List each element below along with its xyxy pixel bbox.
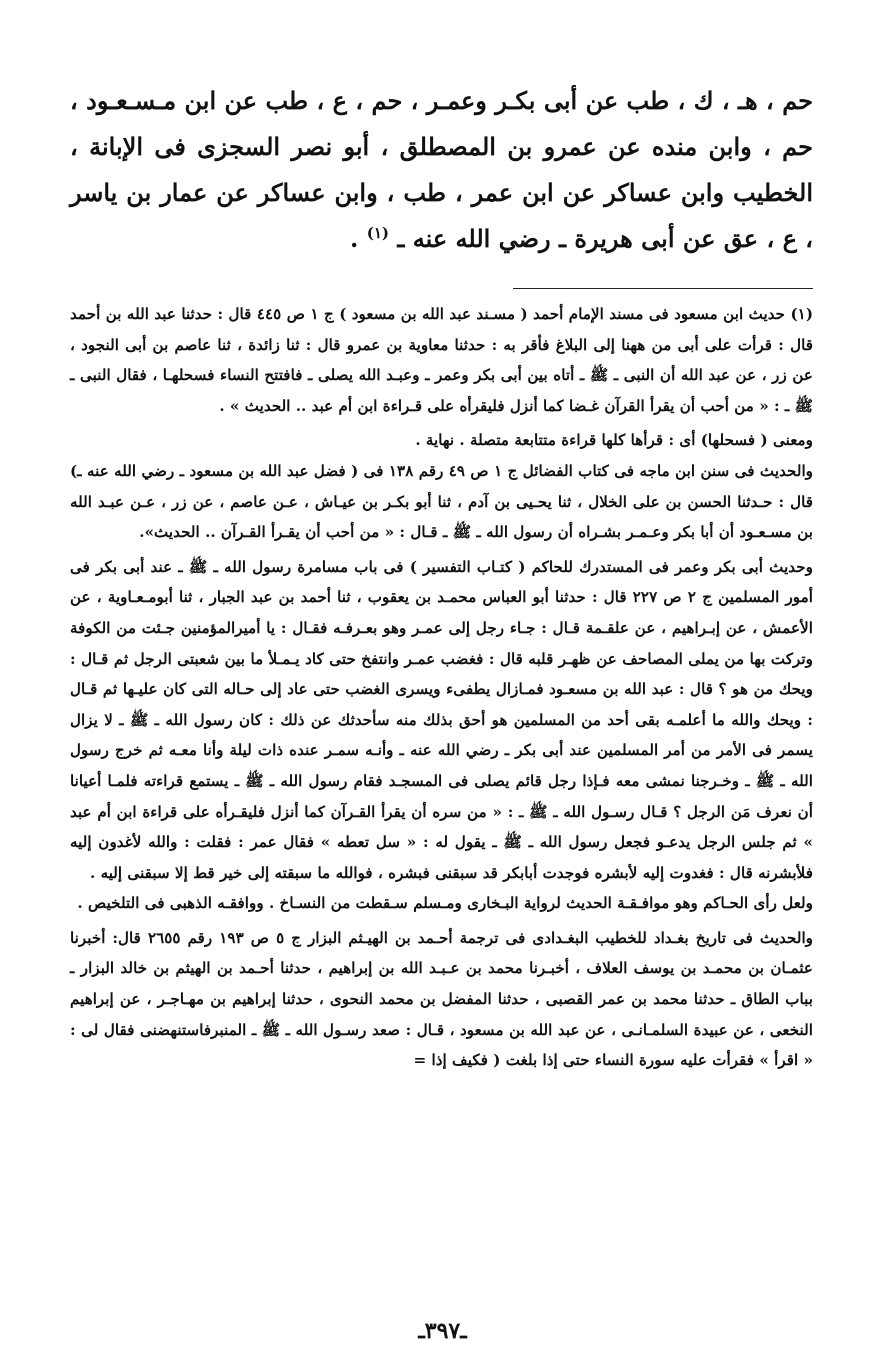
main-text: حم ، هـ ، ك ، طب عن أبى بكـر وعمـر ، حم ، ع ، طب عن ابن مـسـعـود ، حم ، وابن منده عن عمرو بن المصطلق ، أبو نصر السجزى فى الإبانة ، الخطيب وابن عساكر عن ابن عمر ، طب ، وابن عساكر عن عمار بن ياسر ، ع ، عق عن أبى هريرة ـ رضي الله عنه ـ xyxy=(70,86,813,253)
footnote-paragraph: ومعنى ( فسحلها) أى : قرأها كلها قراءة متتابعة متصلة . نهاية . xyxy=(415,431,813,450)
footnote-separator xyxy=(513,288,813,289)
page-number: ـ٣٩٧ـ xyxy=(418,1318,467,1344)
footnote-paragraph: ولعل رأى الحـاكم وهو موافـقـة الحديث لرواية البـخارى ومـسلم سـقطت من النسـاخ . ووافقـه الذهبى فى التلخيص . xyxy=(77,894,813,913)
footnote-paragraph: والحديث فى سنن ابن ماجه فى كتاب الفضائل ج ١ ص ٤٩ رقم ١٣٨ فى ( فضل عبد الله بن مسعود ـ رضي الله عنه ـ) قال : حـدثنا الحسن بن على الخلال ، ثنا يحـيى بن آدم ، ثنا أبو بكـر بن عيـاش ، عـن عاصم ، عن زر ، عـن عبـد الله بن مسـعـود أن أبا بكر وعـمـر بشـراه أن رسول الله ـ ﷺ ـ قـال : « من أحب أن يقـرأ القـرآن .. الحديث». xyxy=(70,461,814,542)
footnote-paragraph: (١) حديث ابن مسعود فى مسند الإمام أحمد ( مسـند عبد الله بن مسعود ) ج ١ ص ٤٤٥ قال : حدثنا عبد الله بن أحمد قال : قرأت على أبى من ههنا إلى البلاغ فأقر به : حدثنا معاوية بن عمرو قال : ثنا زائدة ، ثنا عاصم بن أبى النجود ، عن زر ، عن عبد الله أن النبى ـ ﷺ ـ أتاه بين أبى بكر وعمر ـ وعبـد الله يصلى ـ فافتتح النساء فسحلهـا ، فقال النبى ـ ﷺ ـ : « من أحب أن يقرأ القرآن غـضا كما أنزل فليقرأه على قـراءة ابن أم عبد .. الحديث » . xyxy=(70,305,814,415)
main-text-end: . xyxy=(349,224,367,253)
footnote-paragraph: والحديث فى تاريخ بغـداد للخطيب البغـدادى فى ترجمة أحـمد بن الهيـثم البزار ج ٥ ص ١٩٣ رقم ٢٦٥٥ قال: أخبرنا عثمـان بن محمـد بن يوسف العلاف ، أخبـرنا محمد بن عـبـد الله بن إبراهيم ، حدثنا أحـمد بن الهيثم بن خالد البزار ـ بباب الطاق ـ حدثنا محمد بن عمر القصبى ، حدثنا المفضل بن محمد النحوى ، حدثنا إبراهيم بن مهـاجـر ، عن إبراهيم النخعى ، عن عبيدة السلمـانـى ، عن عبد الله بن مسعود ، قـال : صعد رسـول الله ـ ﷺ ـ المنبرفاستنهضنى فقال لى : « اقرأ » فقرأت عليه سورة النساء حتى إذا بلغت ( فكيف إذا = xyxy=(70,928,813,1070)
footnotes-section xyxy=(70,299,813,1076)
footnote-reference: (١) xyxy=(366,224,389,242)
footnote-paragraph: وحديث أبى بكر وعمر فى المستدرك للحاكم ( كتـاب التفسير ) فى باب مسامرة رسول الله ـ ﷺ ـ عند أبى بكر فى أمور المسلمين ج ٢ ص ٢٢٧ قال : حدثنا أبو العباس محمـد بن يعقوب ، ثنا أحمد بن عبد الجبار ، ثنا أبومـعـاوية ، عن الأعمش ، عن إبـراهيم ، عن علقـمة قـال : جـاء رجل إلى عمـر وهو بعـرفـه فقـال : يا أميرالمؤمنين جـئت من الكوفة وتركت بها من يملى المصاحف عن ظهـر قلبه قال : فغضب عمـر وانتفخ حتى كاد يـمـلأ ما بين شعبتى الرجل ثم قـال : ويحك من هو ؟ قال : عبد الله بن مسعـود فمـازال يطفىء ويسرى الغضب حتى عاد إلى حـاله التى كان عليـها ثم قـال : ويحك والله ما أعلمـه بقى أحد من المسلمين هو أحق بذلك منه سأحدثك عن ذلك : كان رسول الله ـ ﷺ ـ لا يزال يسمر فى الأمر من أمر المسلمين عند أبى بكر ـ رضي الله عنه ـ وأنـه سمـر عنده ذات ليلة وأنا معـه ثم خرج رسول الله ـ ﷺ ـ وخـرجنا نمشى معه فـإذا رجل قائم يصلى فى المسجـد فقام رسول الله ـ ﷺ ـ يستمع قراءته فلمـا أعيانا أن نعرف مَن الرجل ؟ قـال رسـول الله ـ ﷺ ـ : « من سره أن يقرأ القـرآن كما أنزل فليقـرأه على قراءة ابن أم عبد » ثم جلس الرجل يدعـو فجعل رسول الله ـ ﷺ ـ يقول له : « سل تعطه » فقال عمر : فقلت : والله لأغدون إليه فلأبشرنه قال : فغدوت إليه لأبشره فوجدت أبابكر قد سبقنى فبشره ، فوالله ما سبقته إلى خير قط إلا سبقنى إليه . xyxy=(70,557,813,882)
main-text-block xyxy=(70,78,813,262)
